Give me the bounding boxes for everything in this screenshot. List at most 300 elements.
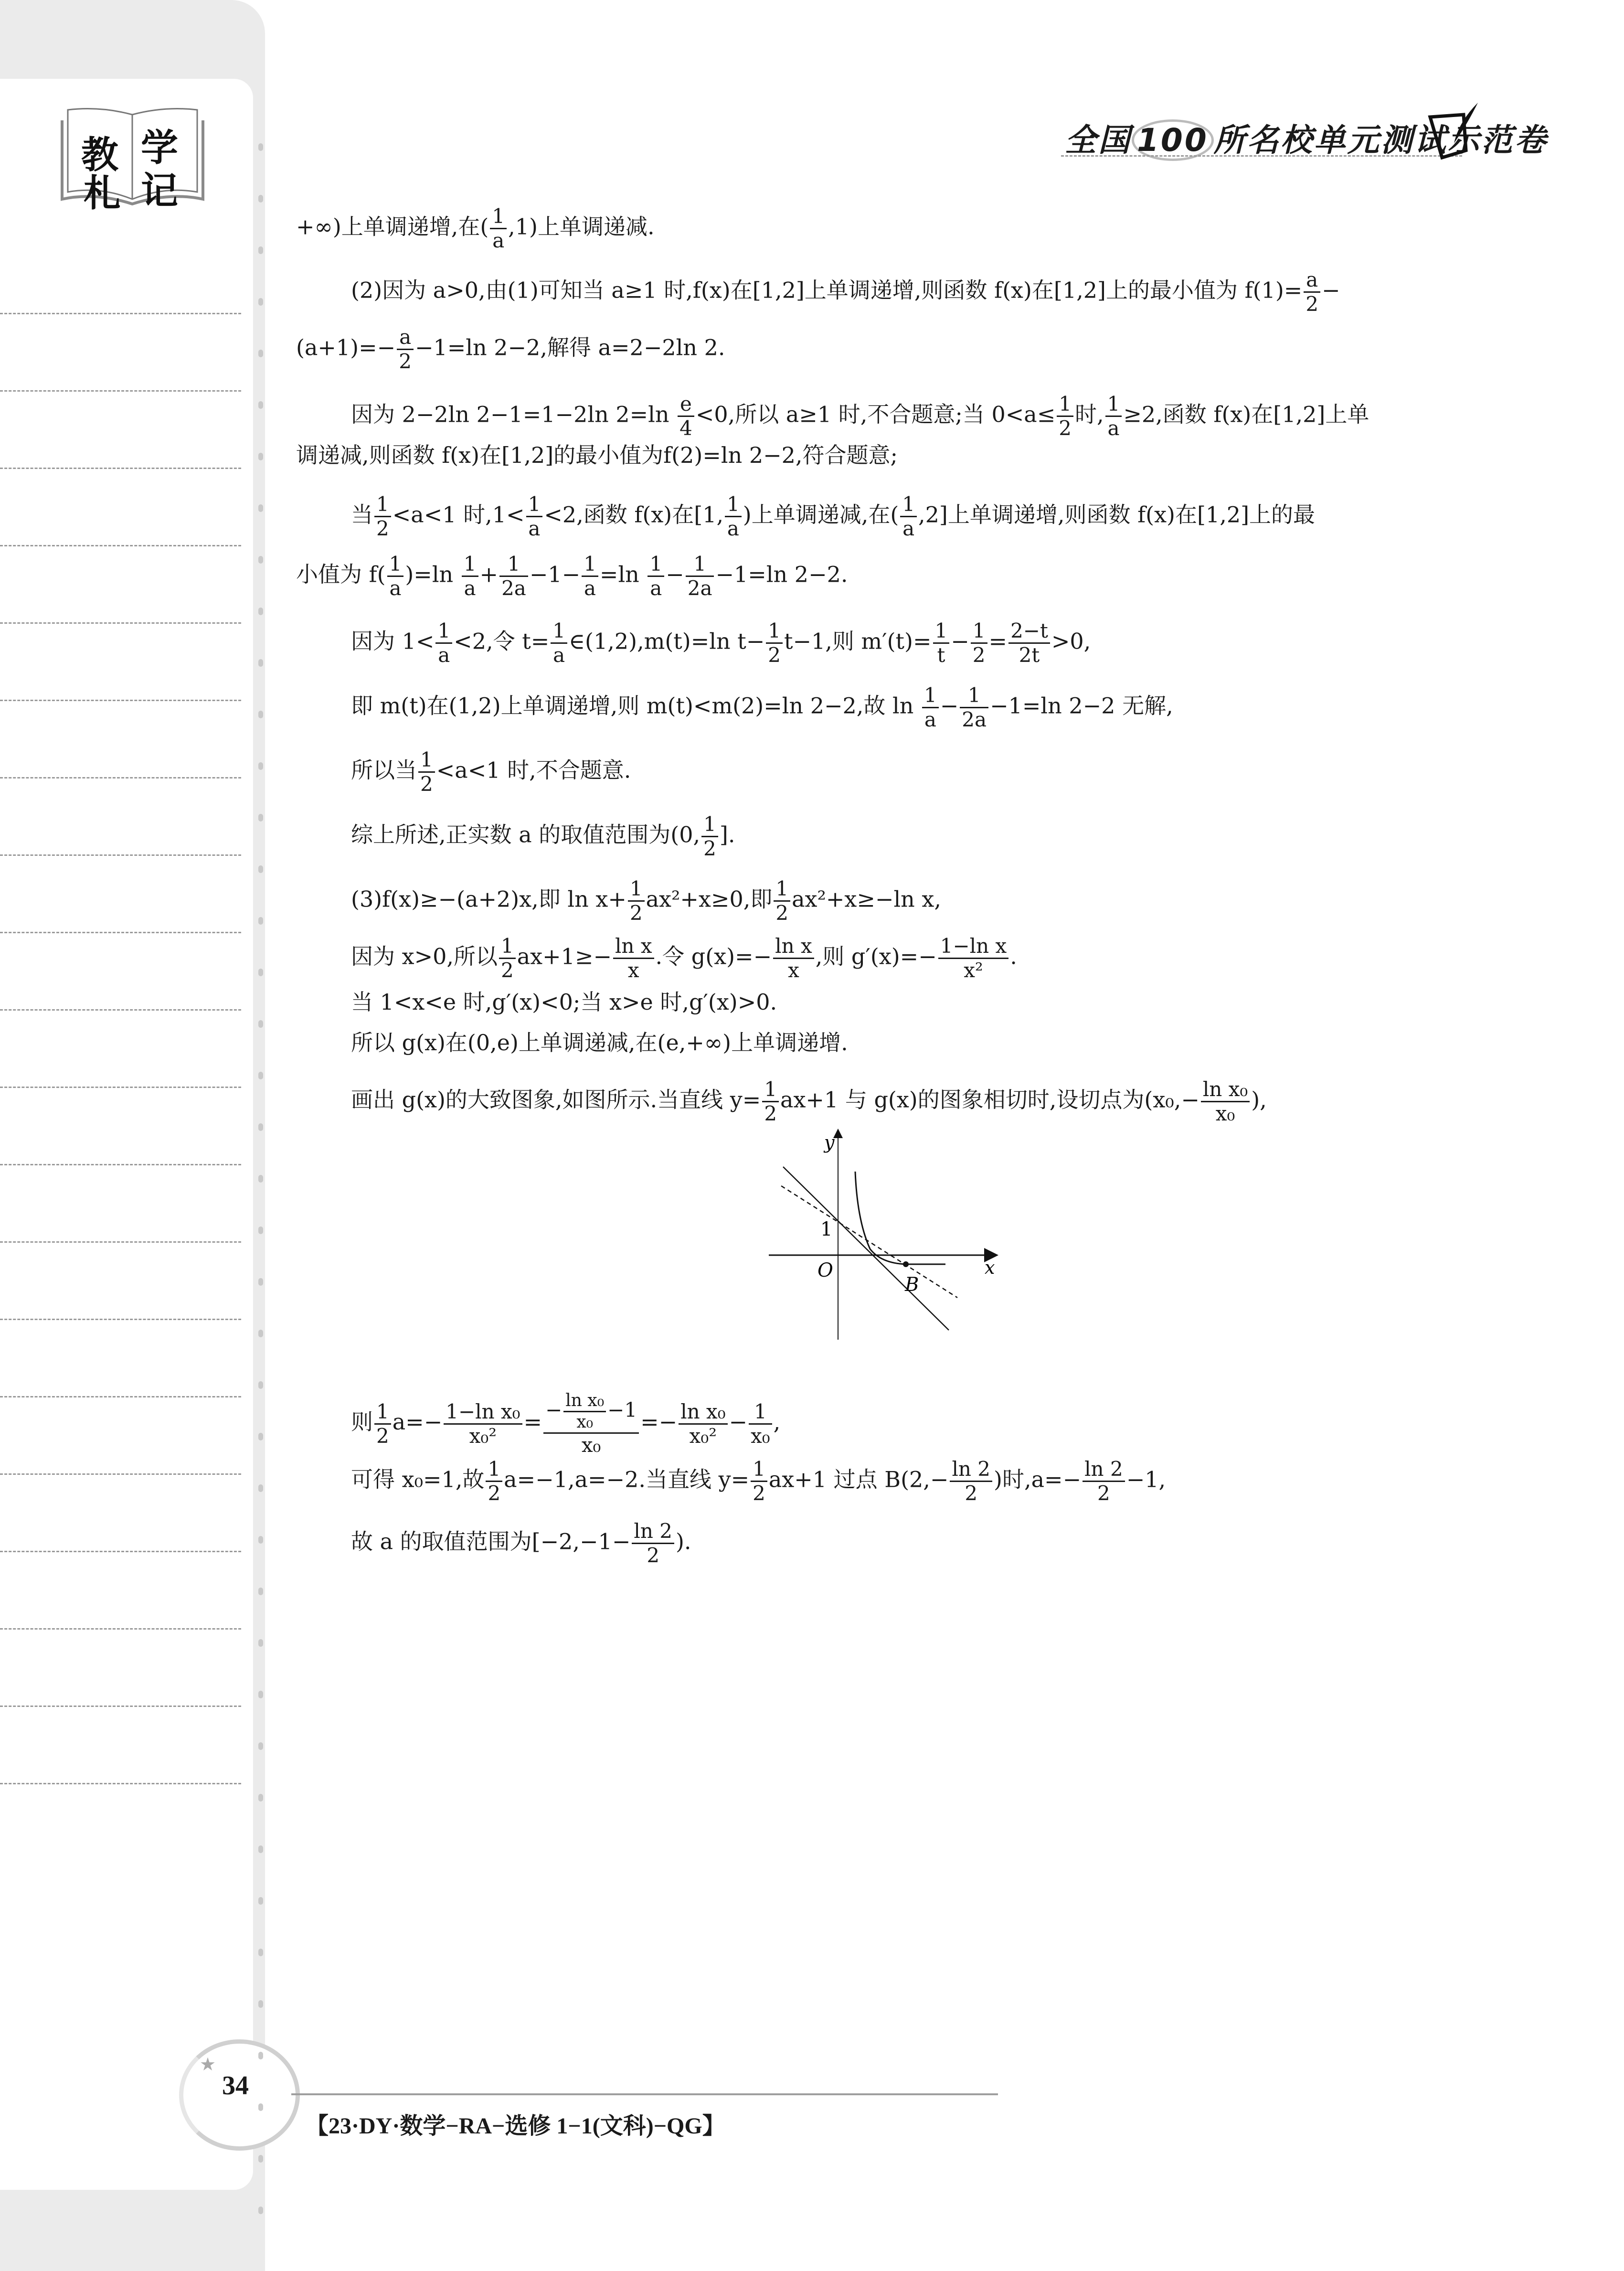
numerator: 1 (647, 554, 664, 577)
binding-dot (258, 814, 263, 821)
fraction (1105, 394, 1122, 438)
denominator: 2 (753, 1482, 765, 1505)
denominator: a (528, 517, 541, 540)
binding-dot (258, 1691, 263, 1698)
math-text: (2)因为 a>0,由(1)可知当 a≥1 时,f(x)在[1,2]上单调递增,则函数 f(x)在[1,2]上的最小值为 f(1)= (351, 277, 1303, 303)
math-text: <2,令 t= (454, 628, 550, 654)
line-through-b (783, 1167, 949, 1330)
numerator: a (1304, 270, 1320, 293)
math-text: , (773, 1409, 781, 1435)
fraction (418, 750, 435, 794)
math-text: ∈(1,2),m(t)=ln t− (569, 628, 765, 654)
x-axis-label: x (985, 1257, 995, 1278)
solution-line (351, 1459, 1166, 1503)
solution-line (351, 936, 1017, 981)
numerator: 1 (551, 621, 567, 644)
note-line (0, 468, 241, 469)
solution-line (351, 621, 1091, 665)
math-text: ), (1251, 1087, 1267, 1113)
binding-dot (258, 762, 263, 770)
fraction (490, 206, 507, 251)
math-text: (3)f(x)≥−(a+2)x,即 ln x+ (351, 886, 626, 912)
denominator: 2 (775, 901, 789, 925)
fraction (766, 621, 783, 665)
numerator: 1 (435, 621, 452, 644)
math-text: 因为 2−2ln 2−1=1−2ln 2=ln (351, 401, 677, 427)
fraction (922, 685, 939, 730)
math-text: − (940, 693, 959, 719)
denominator: 2 (1059, 416, 1072, 440)
numerator: 1 (374, 1402, 391, 1425)
binding-dot (258, 865, 263, 873)
fraction (387, 554, 404, 598)
tangent-line-dashed (781, 1186, 957, 1298)
math-text: 因为 x>0,所以 (351, 943, 498, 970)
numerator: 1 (960, 685, 988, 708)
math-text: 所以当 (351, 757, 417, 783)
numerator: ln x (613, 936, 654, 959)
note-line (0, 932, 241, 933)
denominator: 4 (679, 416, 692, 440)
denominator: 2 (399, 350, 412, 373)
solution-line (296, 554, 848, 598)
denominator: 2 (1306, 292, 1319, 316)
fraction (543, 1392, 639, 1455)
numerator: 1 (774, 879, 790, 902)
numerator: 1 (766, 621, 783, 644)
math-text: 可得 x₀=1,故 (351, 1466, 485, 1493)
point-b (903, 1261, 909, 1267)
fraction (444, 1399, 522, 1448)
math-text: −1=ln 2−2 无解, (990, 693, 1173, 719)
numerator: ln x₀ (563, 1392, 606, 1412)
fraction (526, 494, 543, 539)
denominator: 2 (629, 901, 643, 925)
denominator: a (924, 708, 936, 731)
denominator: a (389, 576, 402, 600)
solution-line (351, 991, 777, 1013)
note-line (0, 1783, 241, 1784)
numerator: ln x₀ (679, 1402, 727, 1425)
math-text: −1=ln 2−2. (715, 561, 848, 587)
solution-line (351, 1392, 780, 1455)
math-text: ax²+x≥0,即 (646, 886, 773, 912)
denominator: 2 (376, 1424, 389, 1448)
numerator: 1 (582, 554, 598, 577)
math-text: −1− (529, 561, 581, 587)
numerator: 1 (971, 621, 987, 644)
math-text: )上单调递减,在( (743, 501, 899, 528)
numerator: 1 (749, 1402, 772, 1425)
math-text: t−1,则 m′(t)= (784, 628, 932, 654)
fraction (950, 1459, 992, 1503)
math-text: . (1010, 943, 1017, 970)
binding-dot (258, 1278, 263, 1286)
denominator: 2 (1097, 1482, 1110, 1505)
binding-dot (258, 401, 263, 409)
math-text: 即 m(t)在(1,2)上单调递增,则 m(t)<m(2)=ln 2−2,故 ln (351, 693, 921, 719)
binding-dot (258, 1484, 263, 1492)
math-text: −1=ln 2−2,解得 a=2−2ln 2. (414, 334, 725, 361)
math-text: ,2]上单调递增,则函数 f(x)在[1,2]上的最 (918, 501, 1316, 528)
math-text: ax+1 与 g(x)的图象相切时,设切点为(x₀,− (780, 1087, 1199, 1113)
denominator: 2a (687, 576, 712, 600)
math-text: 时, (1075, 401, 1104, 427)
numerator: 1 (900, 494, 917, 517)
math-text: − (545, 1398, 563, 1422)
binding-dot (258, 1330, 263, 1337)
numerator: 1 (499, 936, 516, 959)
numerator: 1 (387, 554, 404, 577)
solution-line (351, 879, 941, 923)
solution-line (351, 394, 1369, 438)
numerator: 1 (374, 494, 391, 517)
numerator: ln 2 (632, 1521, 674, 1544)
fraction (628, 879, 645, 923)
note-line (0, 1628, 241, 1630)
logo-char: 教 (81, 133, 119, 177)
binding-dot (258, 1123, 263, 1131)
point-b-label: B (905, 1274, 919, 1296)
fraction (499, 936, 516, 981)
fraction (632, 1521, 674, 1566)
binding-dot (258, 1381, 263, 1389)
fraction (900, 494, 917, 539)
fraction (647, 554, 664, 598)
denominator: 2 (972, 643, 986, 667)
denominator: 2 (420, 772, 433, 796)
logo-char: 记 (141, 169, 179, 213)
math-text: =− (640, 1409, 678, 1435)
denominator: a (438, 643, 450, 667)
note-line (0, 313, 241, 314)
binding-dot (258, 2207, 263, 2214)
fraction (551, 621, 567, 665)
math-text: 综上所述,正实数 a 的取值范围为(0, (351, 821, 701, 848)
binding-dot (258, 711, 263, 718)
notes-area (0, 79, 253, 2190)
logo-char: 学 (141, 126, 179, 170)
numerator: 1 (499, 554, 528, 577)
note-line (0, 1551, 241, 1552)
math-text: −1 (607, 1398, 637, 1422)
solution-line (351, 1032, 848, 1054)
fraction (762, 1079, 779, 1124)
math-text: <a<1 时,不合题意. (436, 757, 631, 783)
binding-dot (258, 350, 263, 357)
fraction (374, 1399, 391, 1448)
math-text: <a<1 时,1< (392, 501, 525, 528)
note-line (0, 1164, 241, 1165)
numerator: 1 (922, 685, 939, 708)
denominator: 2 (768, 643, 781, 667)
denominator: a (727, 517, 739, 540)
binding-dot (258, 1794, 263, 1802)
fraction (435, 621, 452, 665)
denominator: x² (964, 959, 983, 982)
binding-dot (258, 608, 263, 615)
math-text: 因为 1< (351, 628, 435, 654)
numerator: 1 (526, 494, 543, 517)
tick-label-1: 1 (820, 1218, 833, 1240)
note-line (0, 1706, 241, 1707)
logo-char: 札 (84, 171, 121, 215)
denominator: a (1107, 416, 1120, 440)
binding-dot (258, 246, 263, 254)
binding-dot (258, 1742, 263, 1750)
fraction (725, 494, 742, 539)
denominator: 2 (376, 517, 389, 540)
footer-divider (291, 2093, 998, 2095)
page-number: 34 (222, 2071, 249, 2100)
binding-dot (258, 917, 263, 925)
denominator: 2 (501, 959, 514, 982)
solution-line (351, 1521, 691, 1566)
denominator: 2t (1019, 643, 1040, 667)
fraction (462, 554, 478, 598)
math-text: 画出 g(x)的大致图象,如图所示.当直线 y= (351, 1087, 761, 1113)
binding-dot (258, 453, 263, 460)
math-text: = (988, 628, 1008, 654)
numerator: 1 (762, 1079, 779, 1102)
fraction (679, 1399, 727, 1448)
math-text: a=−1,a=−2.当直线 y= (504, 1466, 750, 1493)
denominator: a (902, 517, 915, 540)
binding-dot (258, 659, 263, 667)
solution-line (296, 206, 655, 251)
binding-dot (258, 1072, 263, 1079)
math-text: 小值为 f( (296, 561, 386, 587)
fraction (971, 621, 987, 665)
math-text: =ln (599, 561, 647, 587)
math-text: .令 g(x)=− (655, 943, 772, 970)
binding-dot (258, 1226, 263, 1234)
numerator: 1−ln x₀ (444, 1402, 522, 1425)
denominator: 2 (764, 1102, 777, 1125)
header-divider (1061, 155, 1462, 157)
solution-line (296, 327, 725, 372)
fraction (1083, 1459, 1125, 1503)
fraction (563, 1392, 606, 1431)
math-text: ]. (719, 821, 735, 848)
math-text: ,则 g′(x)=− (815, 943, 937, 970)
math-text: + (479, 561, 499, 587)
note-line (0, 1473, 241, 1475)
binding-dot (258, 1175, 263, 1183)
binding-dot (258, 2052, 263, 2059)
denominator: 2a (962, 708, 987, 731)
note-line (0, 1319, 241, 1320)
math-text: 所以 g(x)在(0,e)上单调递减,在(e,+∞)上单调递增. (351, 1030, 848, 1056)
y-axis-label: y (824, 1132, 835, 1153)
fraction (686, 554, 714, 598)
binding-dot (258, 1433, 263, 1440)
numerator: 1 (751, 1459, 767, 1482)
denominator: a (650, 576, 662, 600)
math-text: <2,函数 f(x)在[1, (544, 501, 724, 528)
numerator: 1 (1057, 394, 1073, 417)
fraction (397, 327, 414, 372)
note-line (0, 1241, 241, 1243)
math-text: <0,所以 a≥1 时,不合题意;当 0<a≤ (695, 401, 1056, 427)
fraction (1008, 621, 1050, 665)
fraction (933, 621, 950, 665)
math-text: )=ln (405, 561, 460, 587)
denominator: 2 (965, 1482, 978, 1505)
notes-sidebar (0, 0, 265, 2271)
math-text: (a+1)=− (296, 334, 396, 361)
binding-dot (258, 2103, 263, 2111)
denominator: a (553, 643, 565, 667)
binding-dot (258, 1588, 263, 1595)
fraction (774, 879, 790, 923)
note-line (0, 390, 241, 392)
numerator: 1 (486, 1459, 502, 1482)
fraction (960, 685, 988, 730)
numerator: ln x₀ (1201, 1079, 1250, 1102)
fraction (773, 936, 814, 981)
quill-pen-icon (1425, 103, 1483, 160)
math-text: 调递减,则函数 f(x)在[1,2]的最小值为f(2)=ln 2−2,符合题意; (296, 442, 898, 468)
origin-label: O (817, 1259, 833, 1281)
numerator: 1 (462, 554, 478, 577)
math-text: ,1)上单调递减. (508, 213, 655, 240)
solution-line (351, 1079, 1267, 1124)
numerator: 1−ln x (938, 936, 1008, 959)
solution-line (351, 750, 631, 794)
math-text: +∞)上单调递增,在( (296, 213, 489, 240)
solution-line (351, 814, 735, 859)
denominator: x₀² (469, 1424, 497, 1448)
note-line (0, 545, 241, 546)
fraction (1057, 394, 1073, 438)
star-icon: ★ (200, 2054, 216, 2075)
fraction (374, 494, 391, 539)
note-line (0, 854, 241, 856)
binding-dot (258, 556, 263, 564)
book-code: 【23·DY·数学−RA−选修 1−1(文科)−QG】 (306, 2113, 725, 2139)
solution-line (351, 494, 1315, 539)
binding-dot (258, 143, 263, 151)
math-text: 当 1<x<e 时,g′(x)<0;当 x>e 时,g′(x)>0. (351, 989, 777, 1015)
math-text: 当 (351, 501, 373, 528)
binding-dot (258, 1949, 263, 1956)
binding-dot (258, 1536, 263, 1544)
numerator: 2−t (1008, 621, 1050, 644)
binding-dot (258, 298, 263, 306)
binding-dot (258, 504, 263, 512)
numerator: 1 (701, 814, 718, 837)
fraction (701, 814, 718, 859)
denominator: x₀² (689, 1424, 717, 1448)
numerator: e (678, 394, 694, 417)
denominator: 2 (488, 1482, 501, 1505)
title-suffix: 所名校单元测试示范卷 (1213, 121, 1548, 159)
binding-dot (258, 1639, 263, 1647)
fraction (678, 394, 694, 438)
math-text: ax+1≥− (517, 943, 612, 970)
note-line (0, 1009, 241, 1011)
note-line (0, 1087, 241, 1088)
numerator: ln 2 (1083, 1459, 1125, 1482)
denominator: 2a (501, 576, 526, 600)
binding-dot (258, 195, 263, 203)
numerator: 1 (490, 206, 507, 229)
math-text: ax+1 过点 B(2,− (768, 1466, 949, 1493)
denominator: x₀ (576, 1412, 594, 1432)
open-book-icon (57, 106, 208, 213)
numerator: 1 (725, 494, 742, 517)
denominator: a (464, 576, 476, 600)
fraction (751, 1459, 767, 1503)
numerator: 1 (628, 879, 645, 902)
math-text: 则 (351, 1409, 373, 1435)
solution-line (351, 685, 1173, 730)
solution-line (296, 444, 898, 466)
denominator: x₀ (581, 1433, 601, 1457)
math-text: − (951, 628, 969, 654)
numerator: ln x (773, 936, 814, 959)
math-text: )时,a=− (994, 1466, 1082, 1493)
binding-dot (258, 2000, 263, 2008)
title-number: 100 (1132, 119, 1214, 161)
fraction (1304, 270, 1320, 314)
fraction (486, 1459, 502, 1503)
numerator: 1 (933, 621, 950, 644)
fraction (938, 936, 1008, 981)
math-text: a=− (392, 1409, 443, 1435)
denominator: x₀ (751, 1424, 770, 1448)
math-text: − (666, 561, 684, 587)
fraction (499, 554, 528, 598)
fraction (582, 554, 598, 598)
numerator (543, 1392, 639, 1434)
fraction (749, 1399, 772, 1448)
denominator: a (492, 229, 505, 252)
math-text: 故 a 的取值范围为[−2,−1− (351, 1528, 631, 1555)
binding-dot (258, 1845, 263, 1853)
math-text: −1, (1126, 1466, 1166, 1493)
binding-dot (258, 1020, 263, 1028)
denominator: a (584, 576, 596, 600)
note-line (0, 700, 241, 701)
math-text: >0, (1051, 628, 1091, 654)
numerator: 1 (418, 750, 435, 773)
note-line (0, 622, 241, 624)
denominator: 2 (703, 837, 716, 860)
denominator: 2 (647, 1544, 660, 1567)
title-prefix: 全国 (1065, 121, 1132, 159)
math-text: ). (675, 1528, 691, 1555)
math-text: ≥2,函数 f(x)在[1,2]上单 (1123, 401, 1369, 427)
solution-line (351, 270, 1340, 314)
binding-dot (258, 969, 263, 976)
math-text: = (523, 1409, 542, 1435)
denominator: x (627, 959, 639, 982)
numerator: 1 (1105, 394, 1122, 417)
g-curve (855, 1172, 945, 1264)
math-text: − (729, 1409, 748, 1435)
numerator: a (397, 327, 414, 350)
math-text: − (1322, 277, 1340, 303)
note-line (0, 777, 241, 778)
binding-dot (258, 1897, 263, 1905)
function-graph (764, 1125, 1003, 1344)
teaching-notes-logo (57, 106, 208, 213)
fraction (1201, 1079, 1250, 1124)
numerator: ln 2 (950, 1459, 992, 1482)
note-line (0, 1396, 241, 1397)
